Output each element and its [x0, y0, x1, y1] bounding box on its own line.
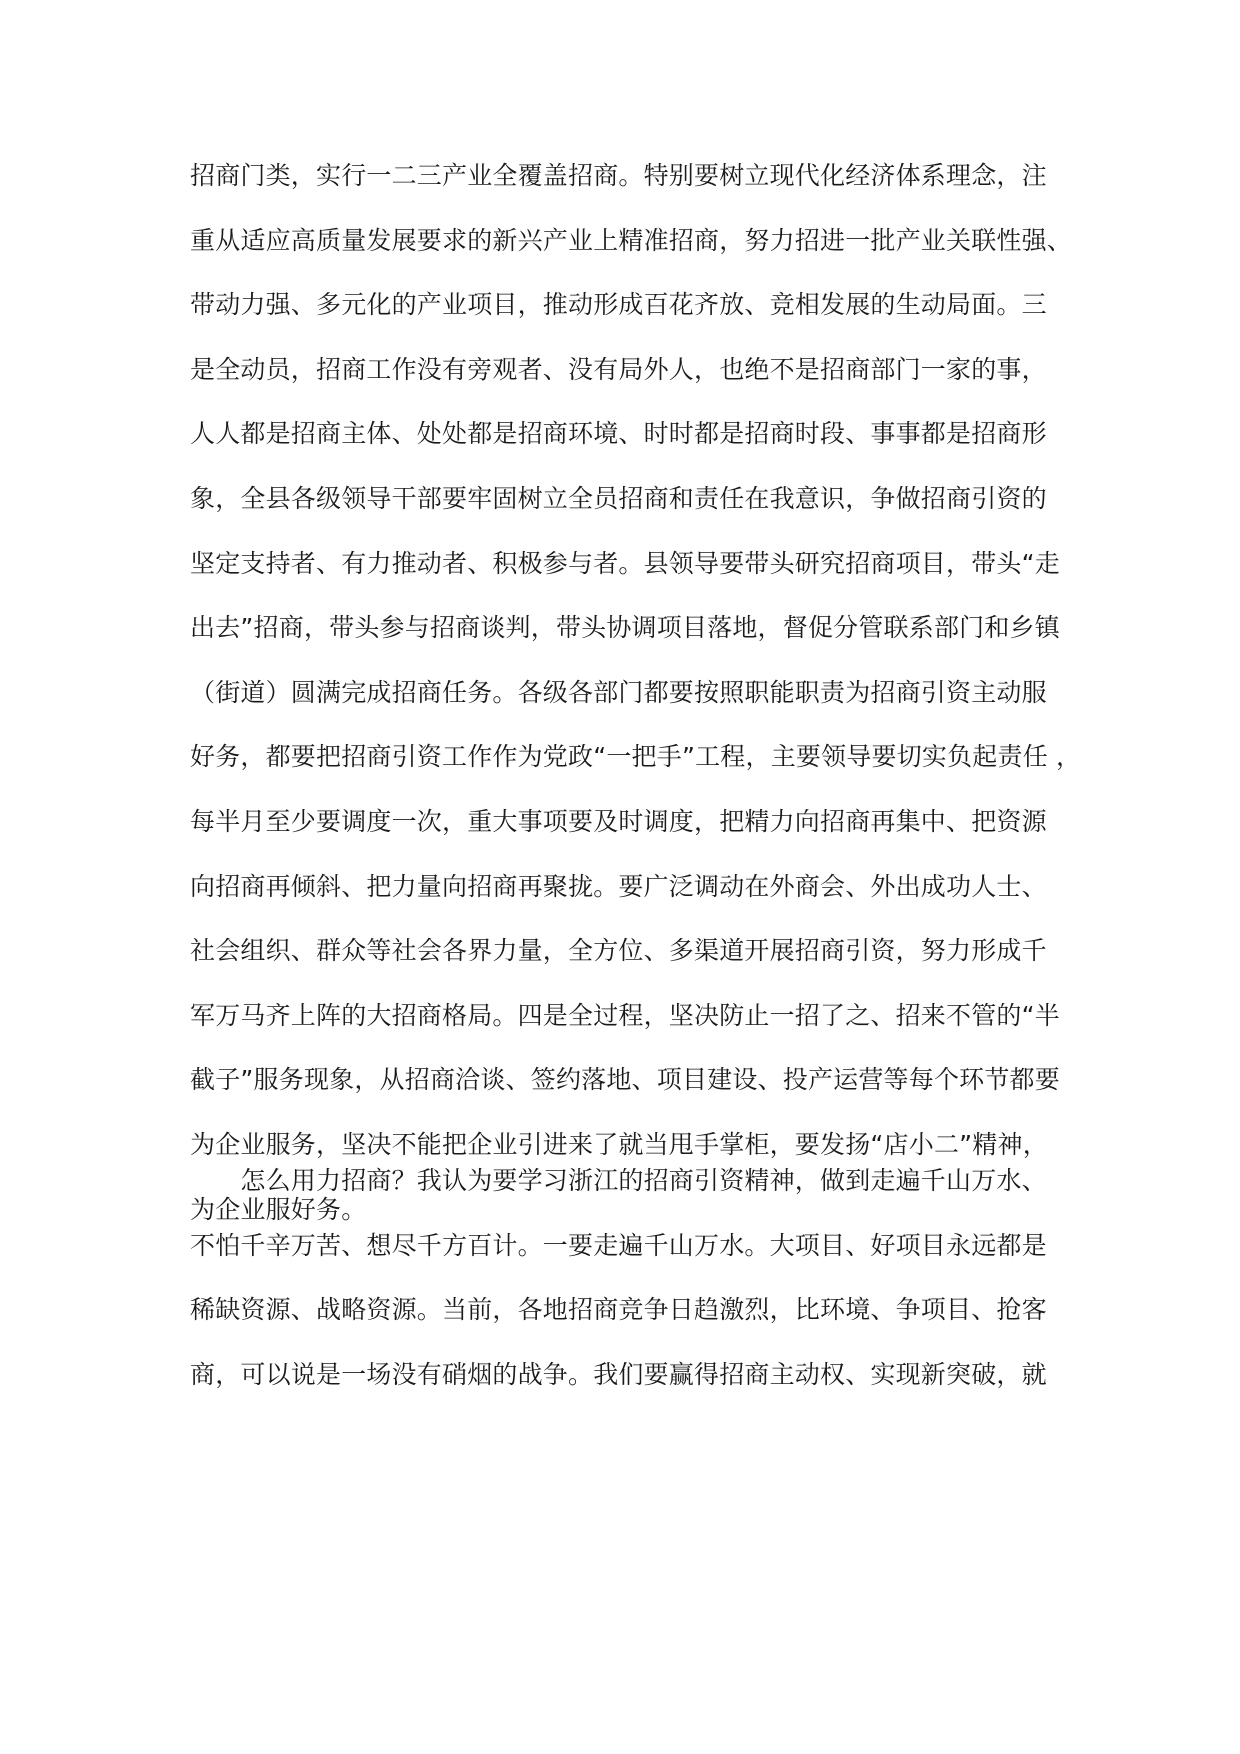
text-line: 不怕千辛万苦、想尽千方百计。一要走遍千山万水。大项目、好项目永远都是 — [190, 1231, 1047, 1260]
text-line: 是全动员，招商工作没有旁观者、没有局外人，也绝不是招商部门一家的事， — [190, 355, 1047, 384]
text-line: 好务，都要把招商引资工作作为党政“一把手”工程，主要领导要切实负起责任 ， — [190, 742, 1082, 771]
text-line: 坚定支持者、有力推动者、积极参与者。县领导要带头研究招商项目，带头“走 — [190, 549, 1060, 578]
text-line: 稀缺资源、战略资源。当前，各地招商竞争日趋激烈，比环境、争项目、抢客 — [190, 1295, 1047, 1324]
text-line: 带动力强、多元化的产业项目，推动形成百花齐放、竞相发展的生动局面。三 — [190, 290, 1047, 319]
text-line: 怎么用力招商？我认为要学习浙江的招商引资精神，做到走遍千山万水、 — [190, 1166, 1047, 1195]
text-line: 向招商再倾斜、把力量向招商再聚拢。要广泛调动在外商会、外出成功人士、 — [190, 872, 1047, 901]
text-line: 为企业服务，坚决不能把企业引进来了就当甩手掌柜，要发扬“店小二”精神， — [190, 1130, 1048, 1159]
text-line: 招商门类，实行一二三产业全覆盖招商。特别要树立现代化经济体系理念，注 — [190, 161, 1047, 190]
text-line: 每半月至少要调度一次，重大事项要及时调度，把精力向招商再集中、把资源 — [190, 807, 1047, 836]
text-line: 商，可以说是一场没有硝烟的战争。我们要赢得招商主动权、实现新突破，就 — [190, 1360, 1047, 1389]
text-line: 象，全县各级领导干部要牢固树立全员招商和责任在我意识，争做招商引资的 — [190, 484, 1047, 513]
text-line: （街道）圆满完成招商任务。各级各部门都要按照职能职责为招商引资主动服 — [190, 678, 1047, 707]
text-line: 重从适应高质量发展要求的新兴产业上精准招商，努力招进一批产业关联性强、 — [190, 226, 1073, 255]
text-line: 截子”服务现象，从招商洽谈、签约落地、项目建设、投产运营等每个环节都要 — [190, 1065, 1060, 1094]
text-line: 人人都是招商主体、处处都是招商环境、时时都是招商时段、事事都是招商形 — [190, 419, 1047, 448]
text-line: 出去”招商，带头参与招商谈判，带头协调项目落地，督促分管联系部门和乡镇 — [190, 613, 1060, 642]
text-line: 社会组织、群众等社会各界力量，全方位、多渠道开展招商引资，努力形成千 — [190, 936, 1047, 965]
text-line: 为企业服好务。 — [190, 1195, 367, 1224]
text-line: 军万马齐上阵的大招商格局。四是全过程，坚决防止一招了之、招来不管的“半 — [190, 1001, 1060, 1030]
